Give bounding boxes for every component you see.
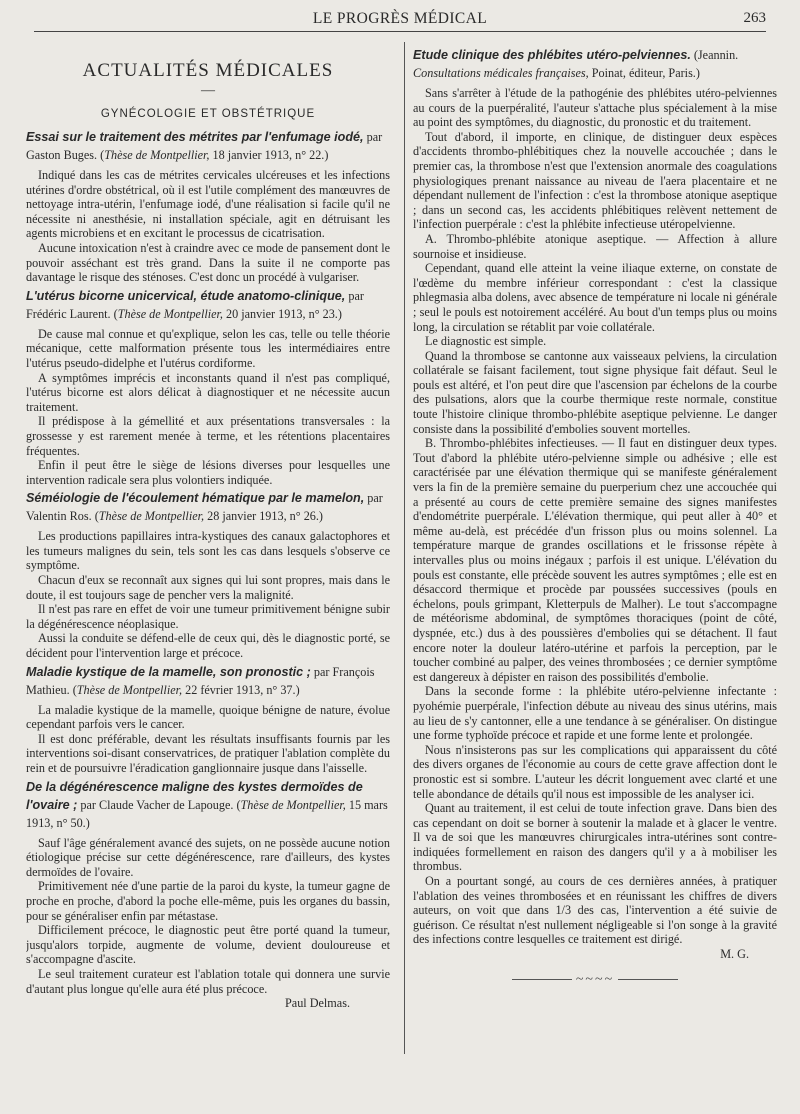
paragraph: La maladie kystique de la mamelle, quoique bénigne de nature, évolue cependant parfois vers le cancer. — [26, 702, 390, 732]
paragraph: Cependant, quand elle atteint la veine iliaque externe, on constate de l'œdème du membre inférieur correspondant : c'est la classique phlegmasia alba dolens, avec absence de température ni locale ni générale ; seul le pouls est notoirement accéléré. Au bout d'un temps plus ou moins long, la circulation se rétablit par voie collatérale. — [413, 261, 777, 334]
article-reference-source: Thèse de Montpellier, — [76, 682, 183, 697]
article-reference-source: Thèse de Montpellier, — [98, 509, 205, 524]
author-signature: Paul Delmas. — [285, 996, 350, 1011]
paragraph: Il est donc préférable, devant les résultats insuffisants fournis par les interventions soi-disant conservatrices, de pratiquer l'ablation complète du rein et de poursuivre l'éradication ganglionnaire jusque dans l'aisselle. — [26, 731, 390, 775]
article-reference-publisher: Poinat, éditeur, Paris.) — [588, 66, 700, 80]
paragraph: Sans s'arrêter à l'étude de la pathogénie des phlébites utéro-pelviennes au cours de la puerpéralité, l'auteur s'attache plus spécialement à la mise au point des symptômes, du diagnostic, du pronostic et du traitement. — [413, 86, 777, 130]
paragraph: Les productions papillaires intra-kystiques des canaux galactophores et les tumeurs malignes du sein, tels sont les cas dans lesquels s'observe ce symptôme. — [26, 529, 390, 573]
journal-title: LE PROGRÈS MÉDICAL — [312, 10, 488, 27]
article-reference-date: 20 janvier 1913, n° 23.) — [222, 306, 342, 321]
paragraph: Le diagnostic est simple. — [425, 334, 547, 349]
article-reference-source: Thèse de Montpellier, — [104, 148, 210, 162]
paragraph: Tout d'abord, il importe, en clinique, de distinguer deux espèces d'accidents thrombo-phlébitiques chez la nouvelle accouchée ; dans le premier cas, la thrombose n'est que l'extension anormale des coagulations physiologiques prenant naissance au niveau de l'aera placentaire et ne dépendant nullement de l'infection : c'est la thrombose atonique aseptique ; dans un second cas, les accidents phlébitiques relèvent nettement de l'infection puerpérale : c'est la phlébite infectieuse utéropelvienne. — [413, 129, 777, 232]
header-rule — [34, 31, 766, 32]
paragraph: Le seul traitement curateur est l'ablation totale qui donnera une survie d'autant plus longue qu'elle aura été plus précoce. — [26, 966, 390, 996]
paragraph: Quant au traitement, il est celui de toute infection grave. Dans bien des cas cependant on doit se borner à soutenir la malade et à glacer le ventre. Il va de soi que les manœuvres chirurgicales intra-utérines sont contre-indiquées formellement en raison des dangers qu'il y a à mobiliser les thrombus. — [413, 801, 777, 874]
article-reference-source: Consultations médicales françaises, — [413, 66, 589, 80]
end-flourish: ~~~~ — [413, 972, 777, 988]
article-heading — [26, 287, 390, 323]
article-heading — [26, 128, 390, 164]
paragraph: A. Thrombo-phlébite atonique aseptique. — Affection à allure sournoise et insidieuse. — [413, 231, 777, 261]
paragraph: Primitivement née d'une partie de la paroi du kyste, la tumeur gagne de proche en proche, d'abord la poche elle-même, puis les organes du bassin, pour se généraliser enfin par métastase. — [26, 879, 390, 923]
paragraph: Chacun d'eux se reconnaît aux signes qui lui sont propres, mais dans le doute, il est toujours sage de pencher vers la malignité. — [26, 573, 390, 602]
article-heading — [26, 489, 390, 525]
paragraph: Enfin il peut être le siège de lésions diverses pour lesquelles une intervention radicale sera plus volontiers indiquée. — [26, 458, 390, 487]
paragraph: On a pourtant songé, au cours de ces dernières années, à pratiquer l'ablation des veines thrombosées et en réunissant les chiffres de divers auteurs, on voit que dans 1/3 des cas, l'intervention a été suivie de guérison. Ce résultat n'est nullement négligeable si l'on songe à la gravité des infections contre lesquelles ce traitement est dirigé. — [413, 874, 777, 947]
paragraph: A symptômes imprécis et inconstants quand il n'est pas compliqué, l'utérus bicorne est alors délicat à diagnostiquer et ne nécessite aucun traitement. — [26, 370, 390, 414]
article-reference: par Gaston Buges. ( — [26, 130, 383, 162]
article-title: Etude clinique des phlébites utéro-pelviennes. — [413, 48, 691, 62]
section-dash: — — [201, 83, 215, 98]
article-title: Séméiologie de l'écoulement hématique par le mamelon, — [26, 491, 365, 506]
article-title: L'utérus bicorne unicervical, étude anatomo-clinique, — [26, 288, 346, 303]
article-heading — [26, 778, 390, 832]
right-column — [413, 44, 777, 1096]
article-reference-date: 15 mars 1913, n° 50.) — [26, 797, 388, 830]
section-title: ACTUALITÉS MÉDICALES — [82, 60, 334, 81]
article-title: Essai sur le traitement des métrites par l'enfumage iodé, — [26, 130, 364, 144]
left-column — [26, 38, 390, 1096]
paragraph: Il prédispose à la gémellité et aux présentations transversales : la grossesse y est rarement menée à terme, et les rétentions placentaires fréquentes. — [26, 414, 390, 458]
article-reference: par Frédéric Laurent. ( — [26, 288, 364, 321]
paragraph: Il n'est pas rare en effet de voir une tumeur primitivement bénigne subir la dégénérescence néoplasique. — [26, 602, 390, 631]
article-reference-date: 22 février 1913, n° 37.) — [182, 682, 300, 697]
article-reference: par Valentin Ros. ( — [26, 491, 383, 524]
paragraph: De cause mal connue et qu'explique, selon les cas, telle ou telle théorie mécanique, cette malformation présente tous les intermédiaires entre l'utérus pseudo-didelphe et l'utérus cordiforme. — [26, 326, 390, 370]
paragraph: Difficilement précoce, le diagnostic peut être porté quand la tumeur, jusqu'alors torpide, augmente de volume, devient douloureuse et s'accompagne d'ascite. — [26, 923, 390, 967]
paragraph: Indiqué dans les cas de métrites cervicales ulcéreuses et les infections utérines d'ordre obstétrical, où il est l'utile complément des manœuvres de nettoyage intra-utérin, l'enfumage iodé, d'une réalisation si facile qu'il ne nécessite ni anesthésie, ni installation spéciale, agit en détruisant les agents microbiens et en excitant le processus de cicatrisation. — [26, 168, 390, 241]
author-initials: M. G. — [720, 947, 749, 962]
article-reference-date: 18 janvier 1913, n° 22.) — [209, 148, 329, 162]
section-subtitle: GYNÉCOLOGIE ET OBSTÉTRIQUE — [100, 108, 316, 120]
article-title: Maladie kystique de la mamelle, son pronostic ; — [26, 664, 311, 679]
paragraph: Dans la seconde forme : la phlébite utéro-pelvienne infectante : pyohémie puerpérale, l'infection débute au niveau des sinus utérins, mais au lieu de s'y cantonner, elle a une tendance à se généraliser. On distingue une forme typhoïde précoce et rapide et une forme lente et prolongée. — [413, 684, 777, 743]
article-reference-date: 28 janvier 1913, n° 26.) — [204, 509, 323, 524]
article-reference-source: Thèse de Montpellier, — [240, 797, 346, 812]
article-reference: (Jeannin. — [690, 48, 739, 62]
article-title: De la dégénérescence maligne des kystes dermoïdes de l'ovaire ; — [26, 779, 363, 812]
column-divider — [404, 42, 405, 1054]
paragraph: Aussi la conduite se défend-elle de ceux qui, dès le diagnostic porté, se décident pour l'intervention large et précoce. — [26, 631, 390, 661]
article-reference: par Claude Vacher de Lapouge. ( — [77, 797, 241, 812]
paragraph: Sauf l'âge généralement avancé des sujets, on ne possède aucune notion étiologique précise sur cette dégénérescence, rare d'ailleurs, des kystes dermoïdes de l'ovaire. — [26, 835, 390, 879]
article-heading — [413, 46, 777, 82]
paragraph: Quand la thrombose se cantonne aux vaisseaux pelviens, la circulation collatérale se faisant facilement, tout signe physique fait défaut. Seul le pouls est altéré, et l'on peut dire que l'ascension par échelons de la courbe des pulsations, alors que la courbe thermique reste normale, constitue toute l'histoire clinique thrombo-phlébite aseptique pelvienne. Le danger consiste dans la possibilité d'embolies souvent mortelles. — [413, 348, 777, 436]
article-reference-source: Thèse de Montpellier, — [117, 306, 223, 321]
paragraph: Aucune intoxication n'est à craindre avec ce mode de pansement dont le pouvoir asséchant est très grand. Dans la suite il ne comporte pas davantage le risque des sténoses. C'est donc un procédé à vulgariser. — [26, 240, 390, 285]
article-heading — [26, 663, 390, 699]
paragraph: B. Thrombo-phlébites infectieuses. — Il faut en distinguer deux types. Tout d'abord la phlébite utéro-pelvienne simple ou adhésive ; elle est caractérisée par une élévation thermique qui se manifeste généralement vers la fin de la première semaine du puerperium chez une accouchée qui a présenté au cours de cette première semaine des signes manifestes d'endométrite puerpérale. L'élévation thermique, qui peut aller à 40° et même au-delà, est précédée d'un frisson plus ou moins solennel. La température marque de grandes oscillations et le frissonse répète à intervalles plus ou moins inégaux ; parfois il est unique. L'élévation du pouls est constante, elle précède souvent les autres symptômes ; elle est en désaccord thermique et procède par poussées successives (pouls en échelons, pouls grimpant, Kletterpuls de Malher). Le tout s'accompagne de météorisme abdominal, de symptômes thoraciques (point de côté, dyspnée, etc.) dus à des poussières d'embolies qui se détachent. Il faut encore noter la douleur latéro-utérine et parfois la perception, par le toucher combiné au palper, des veines thrombosées ; ce dernier symptôme est dangereux à dépister en raison des possibilités d'embolie. — [413, 436, 777, 684]
page-number: 263 — [743, 10, 766, 26]
article-reference: par François Mathieu. ( — [26, 664, 375, 697]
paragraph: Nous n'insisterons pas sur les complications qui apparaissent du côté des divers organes de l'économie au cours de cette grave affection dont le pronostic est si sombre. L'auteur les décrit longuement avec clarté et une telle abondance de détails qu'il nous est impossible de les analyser ici. — [413, 742, 777, 801]
page-header — [0, 6, 800, 32]
